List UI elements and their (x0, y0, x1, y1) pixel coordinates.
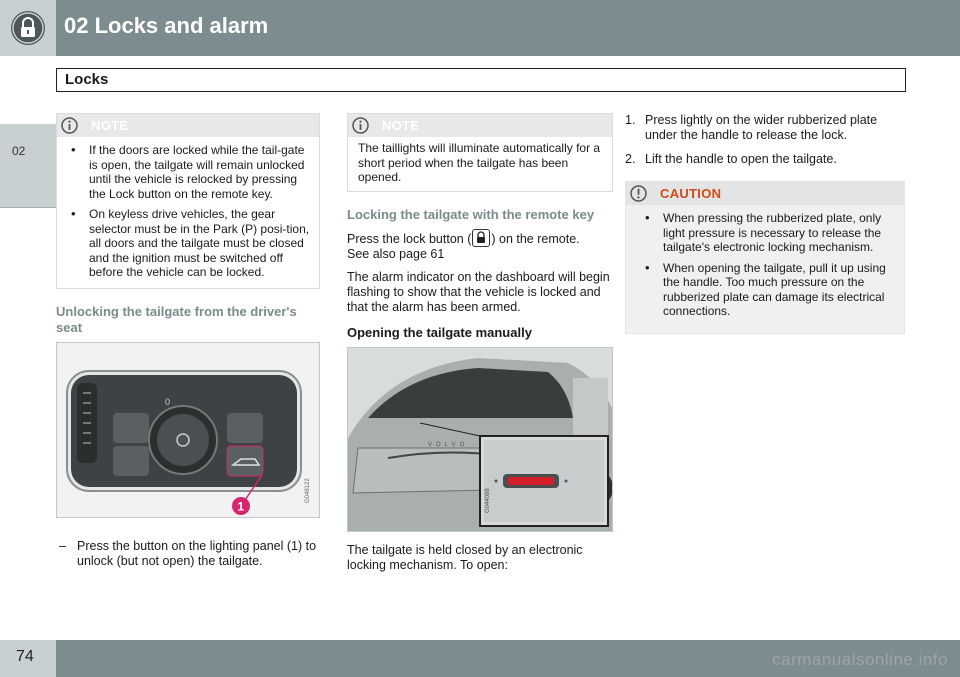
chapter-title: 02 Locks and alarm (64, 13, 269, 38)
step-text: Press the button on the lighting panel (1) to unlock (but not open) the tailgate. (77, 538, 317, 568)
lock-icon (11, 11, 45, 45)
note-title: NOTE (91, 118, 129, 133)
caution-header (626, 182, 904, 205)
caution-bullet: • When opening the tailgate, pull it up using the handle. Too much pressure on the rubberized plate can damage its electrical connections. (641, 261, 896, 319)
car-brand: VOLVO (428, 442, 469, 448)
step-text: Lift the handle to open the tailgate. (645, 152, 837, 166)
chapter-tab (0, 124, 56, 208)
info-icon (61, 117, 78, 134)
note-bullet: • On keyless drive vehicles, the gear selector must be in the Park (P) posi-tion, all doors and the tailgate must be closed and the ignition must be switched off before the vehicle can be locked. (67, 207, 311, 280)
section-title: Locks (65, 71, 109, 88)
note-header (348, 114, 612, 137)
page-number: 74 (16, 648, 34, 665)
lighting-panel-figure (56, 342, 320, 518)
section-title-box (56, 68, 906, 92)
figure-callout-1: 1 (237, 499, 245, 513)
paragraph-alarm: The alarm indicator on the dashboard will begin flashing to show that the vehicle is locked and that the alarm has been armed. (347, 270, 610, 314)
note-header (57, 114, 319, 137)
column-right (625, 113, 905, 334)
chapter-tab-label: 02 (12, 144, 26, 158)
paragraph-lock-a: Press the lock button ( (347, 232, 472, 246)
paragraph-lock (347, 229, 613, 262)
note-text: The taillights will illuminate automatically for a short period when the tailgate has been opened. (358, 141, 601, 184)
section-heading: Unlocking the tailgate from the driver's seat (56, 303, 297, 335)
step-number: 2. (625, 152, 636, 166)
subheading: Opening the tailgate manually (347, 325, 532, 340)
info-icon (352, 117, 369, 134)
caution-bullet: • When pressing the rubberized plate, only light pressure is necessary to release the tailgate's electronic locking mechanism. (641, 211, 896, 255)
page-header (0, 0, 960, 56)
paragraph-open: The tailgate is held closed by an electronic locking mechanism. To open: (347, 543, 583, 572)
note-box-2 (347, 113, 613, 192)
tailgate-figure (347, 347, 613, 532)
warning-icon (630, 185, 647, 202)
steps-list (625, 113, 905, 167)
page-footer (0, 640, 960, 677)
figure-code: G048122 (305, 477, 311, 503)
watermark: carmanualsonline.info (772, 650, 948, 669)
note-title: NOTE (382, 118, 420, 133)
section-heading: Locking the tailgate with the remote key (347, 207, 595, 222)
page-reference: See also page 61 (347, 247, 445, 261)
step-text: Press lightly on the wider rubberized plate under the handle to release the lock. (645, 113, 878, 142)
paragraph-lock-b: ) on the remote. (491, 232, 580, 246)
step-number: 1. (625, 113, 636, 127)
step-dash: – (59, 538, 66, 553)
step-item (56, 539, 320, 569)
column-middle (347, 113, 613, 573)
list-item (625, 113, 905, 143)
list-item (625, 152, 905, 167)
figure-code: G044088 (485, 488, 491, 513)
remote-lock-icon (472, 229, 490, 247)
caution-box (625, 181, 905, 334)
page-number-box (0, 640, 56, 677)
column-left (56, 113, 320, 569)
note-bullet: • If the doors are locked while the tail-gate is open, the tailgate will remain unlocked until the vehicle is relocked by pressing the Lock button on the remote key. (67, 143, 311, 201)
caution-title: CAUTION (660, 186, 722, 201)
dial-label-zero: 0 (165, 396, 171, 407)
note-box-1 (56, 113, 320, 289)
chapter-icon-box (0, 0, 56, 56)
